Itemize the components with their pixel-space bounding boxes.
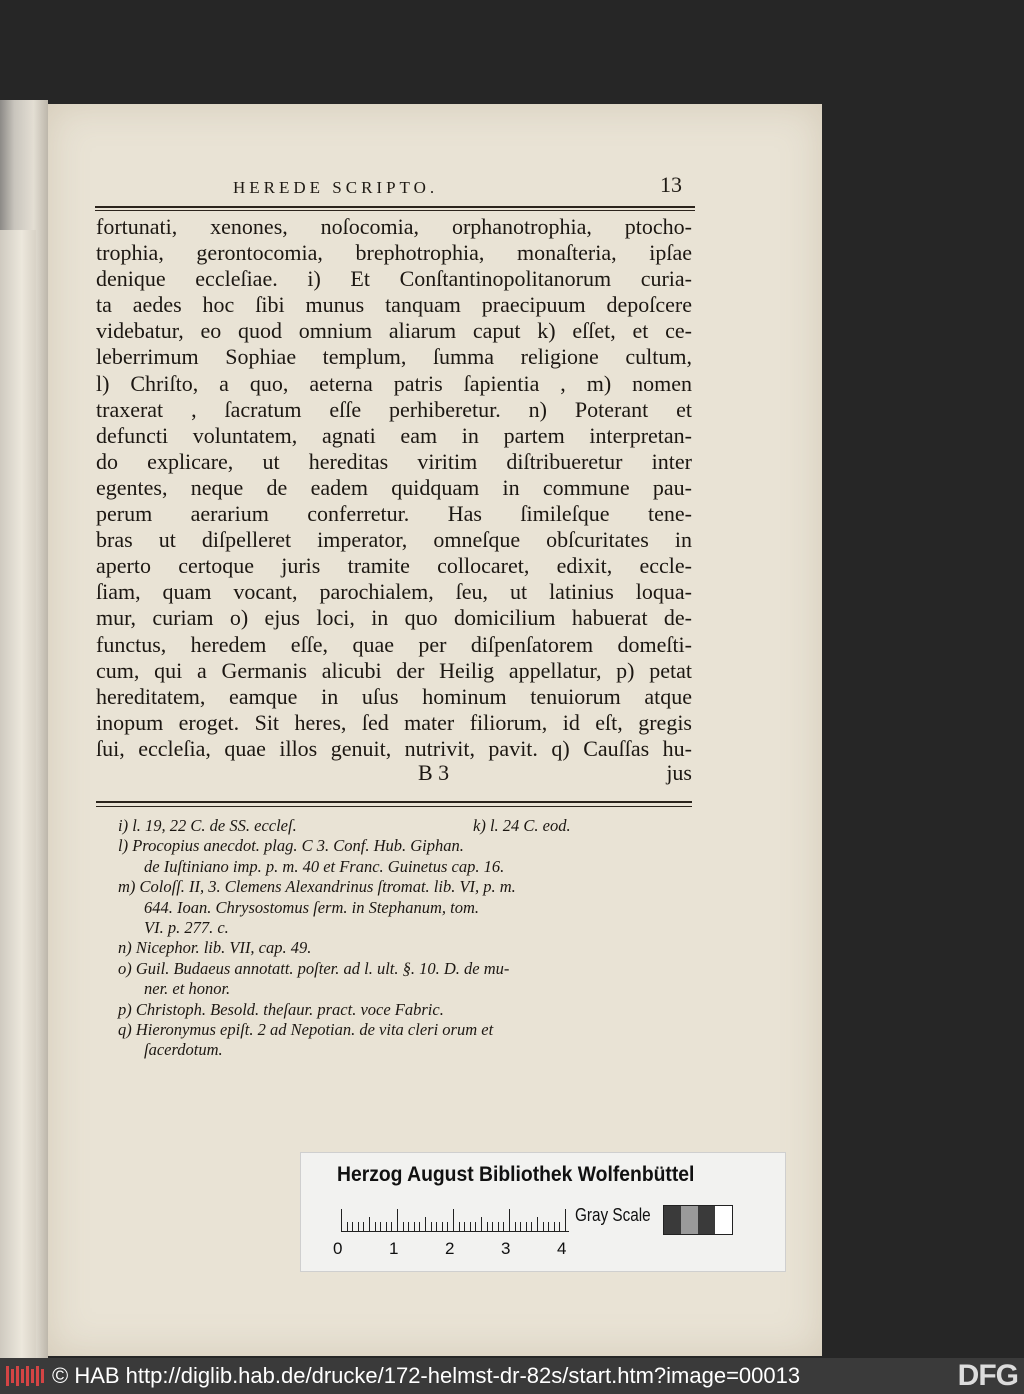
ruler-tick: [464, 1222, 465, 1231]
running-head: HEREDE SCRIPTO.: [233, 178, 439, 197]
body-line: leberrimum Sophiae templum, ſumma religione cultum,: [96, 344, 692, 370]
ruler-label: 3: [501, 1239, 511, 1258]
ruler-tick: [548, 1222, 549, 1231]
body-line: fortunati, xenones, noſocomia, orphanotrophia, ptocho-: [96, 214, 692, 239]
footnote-m-cont: VI. p. 277. c.: [144, 917, 229, 937]
gray-swatch: [715, 1206, 732, 1234]
ruler-tick: [503, 1222, 504, 1231]
ruler-tick: [380, 1222, 381, 1231]
body-line: ta aedes hoc ſibi munus tanquam praecipuum depoſcere: [96, 292, 692, 318]
page-number: 13: [660, 172, 682, 197]
head-rule: [95, 206, 695, 208]
ruler-tick: [481, 1217, 482, 1231]
footnotes: [118, 816, 694, 1061]
hab-logo-icon: [6, 1366, 46, 1386]
ruler-tick: [447, 1222, 448, 1231]
head-rule-thin: [95, 210, 695, 211]
ruler-tick: [419, 1222, 420, 1231]
footnote-rule-thin: [96, 806, 692, 807]
hab-logo-bar: [26, 1366, 29, 1386]
ruler-tick: [537, 1217, 538, 1231]
ruler-tick: [386, 1222, 387, 1231]
ruler-labels: [333, 1239, 593, 1259]
body-line: do explicare, ut hereditas viritim diſtribueretur inter: [96, 448, 692, 474]
hab-logo-bar: [6, 1366, 9, 1386]
footnote-k: k) l. 24 C. eod.: [473, 816, 571, 835]
ruler-scale: [341, 1209, 569, 1232]
ruler-tick: [565, 1209, 566, 1231]
ruler-tick: [526, 1222, 527, 1231]
body-line: perum aerarium conferretur. Has ſimileſque tene-: [96, 501, 692, 527]
ruler-tick: [487, 1222, 488, 1231]
color-target-card: [300, 1152, 786, 1272]
ruler-tick: [470, 1222, 471, 1231]
footer-bar: [0, 1358, 1024, 1394]
gray-scale-label: Gray Scale: [575, 1205, 651, 1225]
ruler-tick: [403, 1222, 404, 1231]
hab-logo-bar: [16, 1366, 19, 1386]
ruler-label: 4: [557, 1239, 567, 1258]
copyright-url[interactable]: © HAB http://diglib.hab.de/drucke/172-helmst-dr-82s/start.htm?image=00013: [52, 1363, 801, 1388]
body-line: defuncti voluntatem, agnati eam in partem interpretan-: [96, 422, 692, 448]
ruler-tick: [520, 1222, 521, 1231]
body-line: ſiam, quam vocant, parochialem, ſeu, ut latinius loqua-: [96, 579, 692, 605]
body-text: [96, 214, 692, 762]
ruler-tick: [559, 1222, 560, 1231]
body-line: hereditatem, eamque in uſus hominum tenuiorum atque: [96, 683, 692, 709]
hab-logo-bar: [21, 1369, 24, 1383]
footnote-o: o) Guil. Budaeus annotatt. poſter. ad l. ult. §. 10. D. de mu-: [118, 958, 510, 978]
body-line: trophia, gerontocomia, brephotrophia, monaſteria, ipſae: [96, 240, 692, 266]
ruler-tick: [554, 1222, 555, 1231]
ruler-tick: [436, 1222, 437, 1231]
ruler-tick: [442, 1222, 443, 1231]
footnote-l: l) Procopius anecdot. plag. C 3. Conf. Hub. Giphan.: [118, 836, 464, 856]
ruler-tick: [408, 1222, 409, 1231]
footnote-l-cont: de Iuſtiniano imp. p. m. 40 et Franc. Guinetus cap. 16.: [144, 856, 505, 876]
catchword: jus: [666, 760, 692, 785]
body-line: l) Chriſto, a quo, aeterna patris ſapientia , m) nomen: [96, 370, 692, 396]
library-name: Herzog August Bibliothek Wolfenbüttel: [337, 1163, 695, 1186]
ruler-tick: [358, 1222, 359, 1231]
body-line: denique eccleſiae. i) Et Conſtantinopolitanorum curia-: [96, 266, 692, 292]
footnote-i: i) l. 19, 22 C. de SS. eccleſ.: [118, 816, 297, 835]
hab-logo-bar: [36, 1366, 39, 1386]
hab-logo-bar: [41, 1369, 44, 1383]
footnote-q: q) Hieronymus epiſt. 2 ad Nepotian. de vita cleri orum et: [118, 1019, 494, 1039]
ruler-tick: [543, 1222, 544, 1231]
footnote-q-cont: ſacerdotum.: [144, 1040, 223, 1060]
ruler-tick: [341, 1209, 342, 1231]
gray-swatch: [681, 1206, 698, 1234]
dfg-logo: DFG: [957, 1359, 1018, 1392]
body-line: cum, qui a Germanis alicubi der Heilig appellatur, p) petat: [96, 657, 692, 683]
footnote-m-cont: 644. Ioan. Chrysostomus ſerm. in Stephanum, tom.: [144, 897, 480, 917]
previous-page-inner-edge: [0, 230, 36, 1360]
gray-swatch: [664, 1206, 681, 1234]
footnote-o-cont: ner. et honor.: [144, 979, 231, 999]
ruler-tick: [425, 1217, 426, 1231]
ruler-tick: [369, 1217, 370, 1231]
footnote-n: n) Nicephor. lib. VII, cap. 49.: [118, 938, 312, 958]
ruler-tick: [363, 1222, 364, 1231]
hab-logo-bar: [31, 1369, 34, 1383]
ruler-tick: [515, 1222, 516, 1231]
footnote-rule: [96, 801, 692, 803]
ruler-tick: [498, 1222, 499, 1231]
ruler-tick: [509, 1209, 510, 1231]
ruler-tick: [531, 1222, 532, 1231]
ruler-tick: [375, 1222, 376, 1231]
gray-scale-swatches: [663, 1205, 733, 1235]
ruler-tick: [414, 1222, 415, 1231]
body-line: mur, curiam o) ejus loci, in quo domicilium habuerat de-: [96, 605, 692, 631]
footnote-m: m) Coloſſ. II, 3. Clemens Alexandrinus ſtromat. lib. VI, p. m.: [118, 877, 516, 897]
ruler-label: 2: [445, 1239, 455, 1258]
ruler-label: 1: [389, 1239, 399, 1258]
ruler-tick: [352, 1222, 353, 1231]
ruler-tick: [391, 1222, 392, 1231]
ruler-tick: [347, 1222, 348, 1231]
body-line: functus, heredem eſſe, quae per diſpenſatorem domeſti-: [96, 631, 692, 657]
body-line: videbatur, eo quod omnium aliarum caput k) eſſet, et ce-: [96, 318, 692, 344]
body-line: ſui, eccleſia, quae illos genuit, nutrivit, pavit. q) Cauſſas hu-: [96, 735, 692, 761]
ruler-tick: [453, 1209, 454, 1231]
hab-logo-bar: [11, 1369, 14, 1383]
ruler-tick: [459, 1222, 460, 1231]
body-line: egentes, neque de eadem quidquam in commune pau-: [96, 474, 692, 500]
ruler-tick: [475, 1222, 476, 1231]
ruler-tick: [397, 1209, 398, 1231]
body-line: aperto certoque juris tramite collocaret, edixit, eccle-: [96, 553, 692, 579]
body-line: inopum eroget. Sit heres, ſed mater filiorum, id eſt, gregis: [96, 709, 692, 735]
ruler-label: 0: [333, 1239, 343, 1258]
footnote-line: [118, 816, 694, 836]
body-line: traxerat , ſacratum eſſe perhiberetur. n) Poterant et: [96, 396, 692, 422]
signature-line: [96, 760, 692, 786]
gray-swatch: [698, 1206, 715, 1234]
ruler-tick: [431, 1222, 432, 1231]
ruler-tick: [492, 1222, 493, 1231]
body-line: bras ut diſpelleret imperator, omneſque obſcuritates in: [96, 527, 692, 553]
signature-mark: B 3: [418, 760, 450, 785]
footnote-p: p) Christoph. Besold. theſaur. pract. voce Fabric.: [118, 999, 444, 1019]
